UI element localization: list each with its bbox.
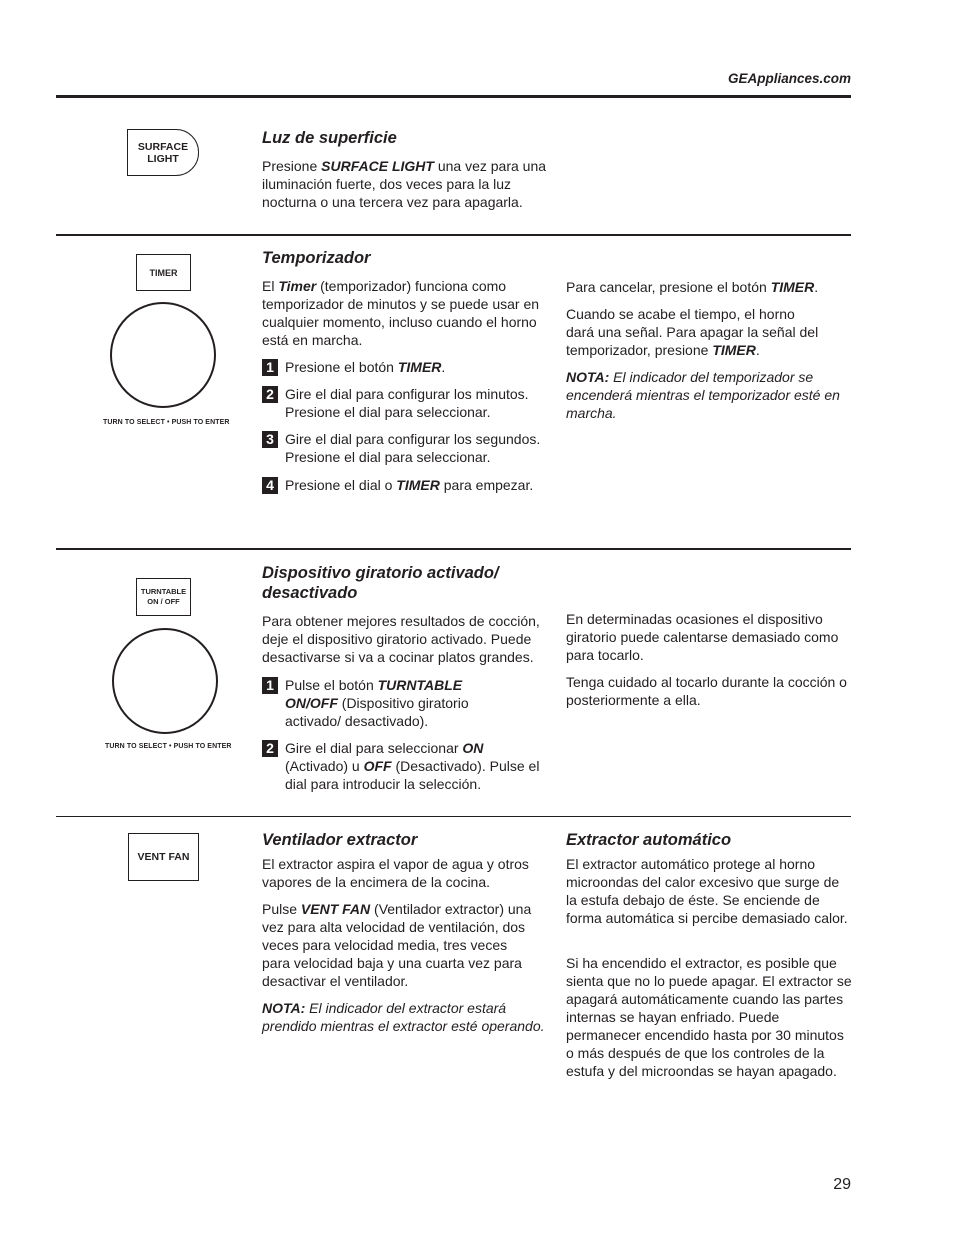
vent-fan-button-label: VENT FAN: [137, 851, 190, 863]
surface-light-button[interactable]: [127, 129, 199, 176]
surface-light-button-label-2: LIGHT: [147, 152, 179, 165]
turntable-title: Dispositivo giratorio activado/ desactivado: [262, 564, 499, 602]
vent-fan-note: NOTA: El indicador del extractor estará prendido mientras el extractor esté operando.: [262, 1000, 545, 1034]
turntable-right-text-2: Tenga cuidado al tocarlo durante la cocción o posteriormente a ella.: [566, 674, 847, 708]
timer-end-text: Cuando se acabe el tiempo, el horno dará una señal. Para apagar la señal del temporizador, presione TIMER.: [566, 306, 819, 358]
vent-fan-text-1: El extractor aspira el vapor de agua y otros vapores de la encimera de la cocina.: [262, 856, 529, 890]
vent-fan-button[interactable]: [128, 833, 199, 881]
surface-light-button-label-1: SURFACE: [137, 140, 189, 153]
auto-extractor-title: Extractor automático: [566, 831, 732, 849]
timer-note: NOTA: El indicador del temporizador se encenderá mientras el temporizador esté en marcha.: [566, 369, 840, 421]
auto-extractor-text-2: Si ha encendido el extractor, es posible que sienta que no lo puede apagar. El extractor se apagará automáticamente cuando las partes internas se hayan enfriado. Puede permanecer encendido hasta por 30 minutos o más después de que los controles de la estufa y del microondas se hayan apagado.: [566, 955, 852, 1079]
site-url: GEAppliances.com: [727, 71, 851, 86]
timer-cancel-text: Para cancelar, presione el botón TIMER.: [566, 279, 819, 295]
header-rule: [56, 95, 851, 98]
vent-fan-text-2: Pulse VENT FAN (Ventilador extractor) una vez para alta velocidad de ventilación, dos veces para velocidad media, tres veces para velocidad baja y una cuarta vez para desactivar el ventilador.: [262, 901, 532, 989]
turntable-right-text-1: En determinadas ocasiones el dispositivo giratorio puede calentarse demasiado como para tocarlo.: [566, 611, 839, 663]
timer-button-label: TIMER: [149, 267, 178, 278]
turntable-intro: Para obtener mejores resultados de cocción, deje el dispositivo giratorio activado. Puede desactivarse si va a cocinar platos grandes.: [262, 613, 540, 665]
step-number: 3: [262, 431, 278, 448]
surface-light-text: Presione SURFACE LIGHT una vez para una iluminación fuerte, dos veces para la luz nocturna o una tercera vez para apagarla.: [262, 158, 547, 210]
turntable-dial-caption: TURN TO SELECT • PUSH TO ENTER: [105, 743, 232, 750]
section-divider-2: [56, 548, 851, 550]
timer-intro: El Timer (temporizador) funciona como temporizador de minutos y se puede usar en cualquier momento, incluso cuando el horno está en marcha.: [262, 278, 540, 348]
turntable-dial[interactable]: [112, 628, 218, 734]
step-number: 2: [262, 386, 278, 403]
auto-extractor-text-1: El extractor automático protege al horno microondas del calor excesivo que surge de la estufa debajo de éste. Se enciende de forma automática si percibe demasiado calor.: [566, 856, 848, 926]
turntable-button-label-2: ON / OFF: [147, 597, 180, 606]
timer-title: Temporizador: [262, 249, 371, 267]
turntable-button-label-1: TURNTABLE: [140, 587, 187, 596]
vent-fan-title: Ventilador extractor: [262, 831, 418, 849]
timer-dial-caption: TURN TO SELECT • PUSH TO ENTER: [103, 419, 230, 426]
step-number: 2: [262, 740, 278, 757]
step-number: 4: [262, 477, 278, 494]
step-number: 1: [262, 677, 278, 694]
step-number: 1: [262, 359, 278, 376]
page-number: 29: [833, 1176, 851, 1193]
timer-button[interactable]: [136, 254, 191, 291]
section-divider-3: [56, 816, 851, 817]
surface-light-title: Luz de superficie: [262, 129, 397, 147]
section-divider-1: [56, 234, 851, 236]
turntable-button[interactable]: [136, 578, 191, 616]
timer-dial[interactable]: [110, 302, 216, 408]
